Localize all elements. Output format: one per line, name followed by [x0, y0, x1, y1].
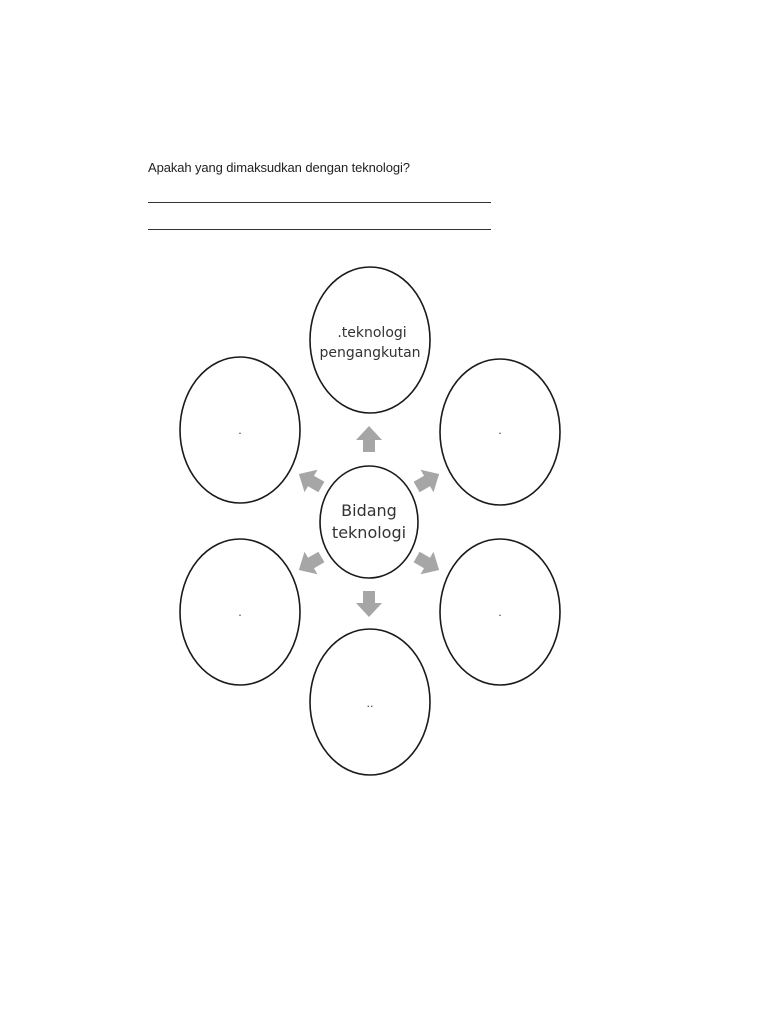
center-label-line2: teknologi [331, 523, 407, 542]
arrow-upper-right-icon [410, 463, 446, 499]
center-label-line1: Bidang [341, 501, 397, 520]
bottom-mark: .. [366, 697, 374, 710]
top-label-line1: .teknologi [337, 325, 407, 341]
top-label-line2: pengangkutan [319, 345, 421, 361]
arrow-lower-left-icon [292, 546, 328, 582]
lower-left-mark: . [238, 606, 242, 619]
question-text: Apakah yang dimaksudkan dengan teknologi? [148, 160, 410, 175]
arrow-up-icon [356, 426, 382, 452]
upper-right-mark: . [498, 424, 502, 437]
arrow-lower-right-icon [410, 546, 446, 582]
center-ellipse [320, 466, 418, 578]
arrow-upper-left-icon [292, 463, 328, 499]
upper-left-mark: . [238, 424, 242, 437]
lower-right-mark: . [498, 606, 502, 619]
arrow-down-icon [356, 591, 382, 617]
